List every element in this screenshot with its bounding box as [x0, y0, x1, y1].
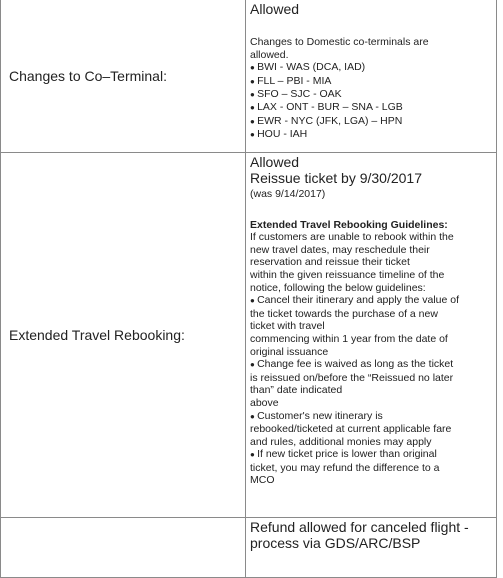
list-item: ● LAX - ONT - BUR – SNA - LGB: [250, 101, 493, 114]
list-item: ● FLL – PBI - MIA: [250, 75, 493, 88]
list-item: ● HOU - IAH: [250, 128, 493, 141]
previous-deadline: (was 9/14/2017): [250, 188, 326, 200]
guideline-bullet: ● Change fee is waived as long as the ticket is reissued on/before the “Reissued no later than” date indicated above: [250, 358, 493, 409]
row-label-cell: [1, 153, 246, 518]
list-item: ● BWI - WAS (DCA, IAD): [250, 61, 493, 74]
status-text: Allowed: [250, 154, 300, 170]
row-label: Extended Travel Rebooking:: [9, 327, 185, 343]
row-label: Changes to Co–Terminal:: [9, 67, 167, 84]
row-label-cell: [1, 518, 246, 578]
guideline-bullet: ● If new ticket price is lower than original ticket, you may refund the difference to a MCO: [250, 448, 493, 487]
status-text: Allowed: [250, 1, 300, 17]
reissue-deadline: Reissue ticket by 9/30/2017: [250, 170, 422, 186]
row-value-cell: [246, 518, 497, 578]
table-row: [1, 0, 497, 153]
table-row: [1, 153, 497, 518]
list-item: ● EWR - NYC (JFK, LGA) – HPN: [250, 115, 493, 128]
guidelines-title: Extended Travel Rebooking Guidelines:: [250, 218, 448, 231]
guideline-bullet: ● Customer's new itinerary is rebooked/ticketed at current applicable fare and rules, additional monies may apply: [250, 410, 493, 449]
row-value-cell: [246, 0, 497, 153]
co-terminal-intro: Changes to Domestic co-terminals are allowed.: [250, 36, 429, 61]
guidelines-intro: If customers are unable to rebook within the new travel dates, may reschedule their reservation and reissue their ticket within the given reissuance timeline of the notice, following the below guidelines:: [250, 231, 454, 294]
guideline-bullet: ● Cancel their itinerary and apply the value of the ticket towards the purchase of a new ticket with travel commencing within 1 year from the date of original issuance: [250, 294, 493, 358]
airport-list: [250, 61, 493, 141]
table-row: [1, 518, 497, 578]
list-item: ● SFO – SJC - OAK: [250, 88, 493, 101]
refund-policy: Refund allowed for canceled flight - process via GDS/ARC/BSP: [250, 519, 469, 551]
row-label-cell: [1, 0, 246, 153]
row-value-cell: [246, 153, 497, 518]
